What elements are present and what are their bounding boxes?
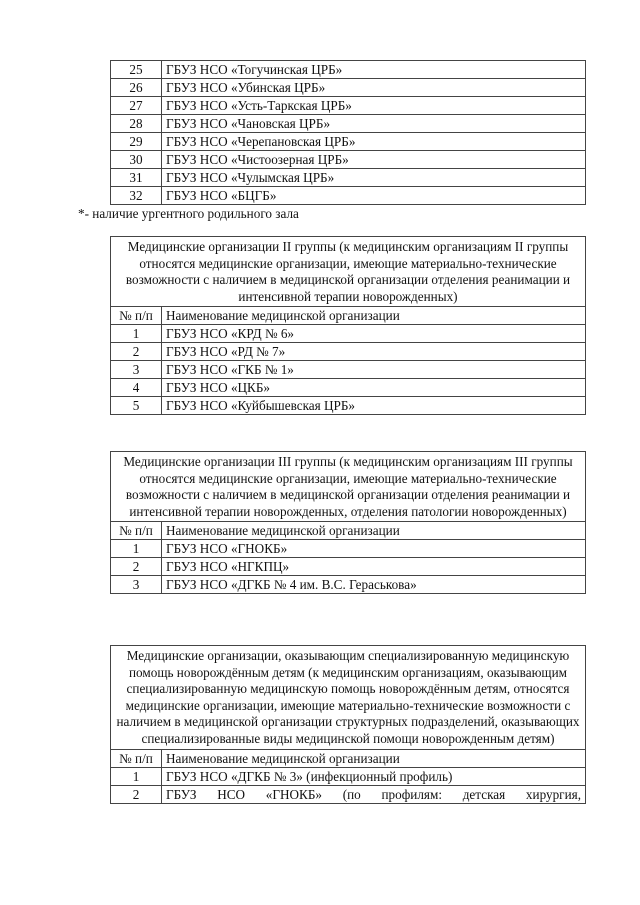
table-group-3	[110, 451, 586, 594]
row-number: 2	[111, 785, 162, 803]
org-name: ГБУЗ НСО «Чановская ЦРБ»	[162, 115, 586, 133]
col-number-header: № п/п	[111, 749, 162, 767]
group-header: Медицинские организации II группы (к медицинским организациям II группы относятся медицинские организации, имеющие материально-технические возможности с наличием в медицинской организации отделения реанимации и интенсивной терапии новорожденных)	[111, 237, 586, 307]
table-row	[111, 785, 586, 803]
org-name: ГБУЗ НСО «ЦКБ»	[162, 379, 586, 397]
column-header-row	[111, 307, 586, 325]
row-number: 28	[111, 115, 162, 133]
table-group-2	[110, 236, 586, 415]
table-header-row	[111, 452, 586, 522]
row-number: 1	[111, 767, 162, 785]
table-row	[111, 576, 586, 594]
org-name: ГБУЗ НСО «ГКБ № 1»	[162, 361, 586, 379]
table-row	[111, 361, 586, 379]
org-name: ГБУЗ НСО «Куйбышевская ЦРБ»	[162, 397, 586, 415]
row-number: 25	[111, 61, 162, 79]
col-number-header: № п/п	[111, 522, 162, 540]
org-name: ГБУЗ НСО «НГКПЦ»	[162, 558, 586, 576]
table-row	[111, 558, 586, 576]
col-name-header: Наименование медицинской организации	[162, 749, 586, 767]
table-row	[111, 187, 586, 205]
row-number: 29	[111, 133, 162, 151]
table-row	[111, 61, 586, 79]
col-number-header: № п/п	[111, 307, 162, 325]
col-name-header: Наименование медицинской организации	[162, 522, 586, 540]
row-number: 4	[111, 379, 162, 397]
table-header-row	[111, 237, 586, 307]
org-name: ГБУЗ НСО «Тогучинская ЦРБ»	[162, 61, 586, 79]
table-row	[111, 97, 586, 115]
table-row	[111, 115, 586, 133]
column-header-row	[111, 749, 586, 767]
row-number: 31	[111, 169, 162, 187]
footnote: *- наличие ургентного родильного зала	[78, 206, 299, 221]
org-name: ГБУЗ НСО «Чулымская ЦРБ»	[162, 169, 586, 187]
row-number: 3	[111, 361, 162, 379]
org-name: ГБУЗ НСО «Чистоозерная ЦРБ»	[162, 151, 586, 169]
row-number: 27	[111, 97, 162, 115]
table-row	[111, 397, 586, 415]
org-name: ГБУЗ НСО «Убинская ЦРБ»	[162, 79, 586, 97]
table-row	[111, 540, 586, 558]
row-number: 1	[111, 540, 162, 558]
row-number: 26	[111, 79, 162, 97]
row-number: 1	[111, 325, 162, 343]
group-header: Медицинские организации III группы (к медицинским организациям III группы относятся медицинские организации, имеющие материально-технические возможности с наличием в медицинской организации отделения реанимации и интенсивной терапии новорожденных, отделения патологии новорожденных)	[111, 452, 586, 522]
table-row	[111, 169, 586, 187]
row-number: 3	[111, 576, 162, 594]
col-name-header: Наименование медицинской организации	[162, 307, 586, 325]
table-row	[111, 151, 586, 169]
row-number: 2	[111, 558, 162, 576]
row-number: 5	[111, 397, 162, 415]
row-number: 30	[111, 151, 162, 169]
org-name: ГБУЗ НСО «БЦГБ»	[162, 187, 586, 205]
column-header-row	[111, 522, 586, 540]
org-name: ГБУЗ НСО «Усть-Таркская ЦРБ»	[162, 97, 586, 115]
row-number: 32	[111, 187, 162, 205]
table-row	[111, 133, 586, 151]
org-name: ГБУЗ НСО «ДГКБ № 3» (инфекционный профиль)	[162, 767, 586, 785]
table-row	[111, 343, 586, 361]
org-name: ГБУЗ НСО «КРД № 6»	[162, 325, 586, 343]
table-specialized	[110, 645, 586, 804]
org-name: ГБУЗ НСО «Черепановская ЦРБ»	[162, 133, 586, 151]
row-number: 2	[111, 343, 162, 361]
table-continuation	[110, 60, 586, 205]
table-row	[111, 325, 586, 343]
org-name: ГБУЗ НСО «РД № 7»	[162, 343, 586, 361]
table-row	[111, 379, 586, 397]
group-header: Медицинские организации, оказывающим специализированную медицинскую помощь новорождённым детям (к медицинским организациям, оказывающим специализированную медицинскую помощь новорождённым детям, относятся медицинские организации, имеющие материально-технические возможности с наличием в медицинской организации структурных подразделений, оказывающих специализированные виды медицинской помощи новорожденным детям)	[111, 646, 586, 750]
org-name: ГБУЗ НСО «ГНОКБ» (по профилям: детская хирургия,	[162, 785, 586, 803]
org-name: ГБУЗ НСО «ГНОКБ»	[162, 540, 586, 558]
table-row	[111, 767, 586, 785]
table-row	[111, 79, 586, 97]
org-name: ГБУЗ НСО «ДГКБ № 4 им. В.С. Гераськова»	[162, 576, 586, 594]
table-header-row	[111, 646, 586, 750]
